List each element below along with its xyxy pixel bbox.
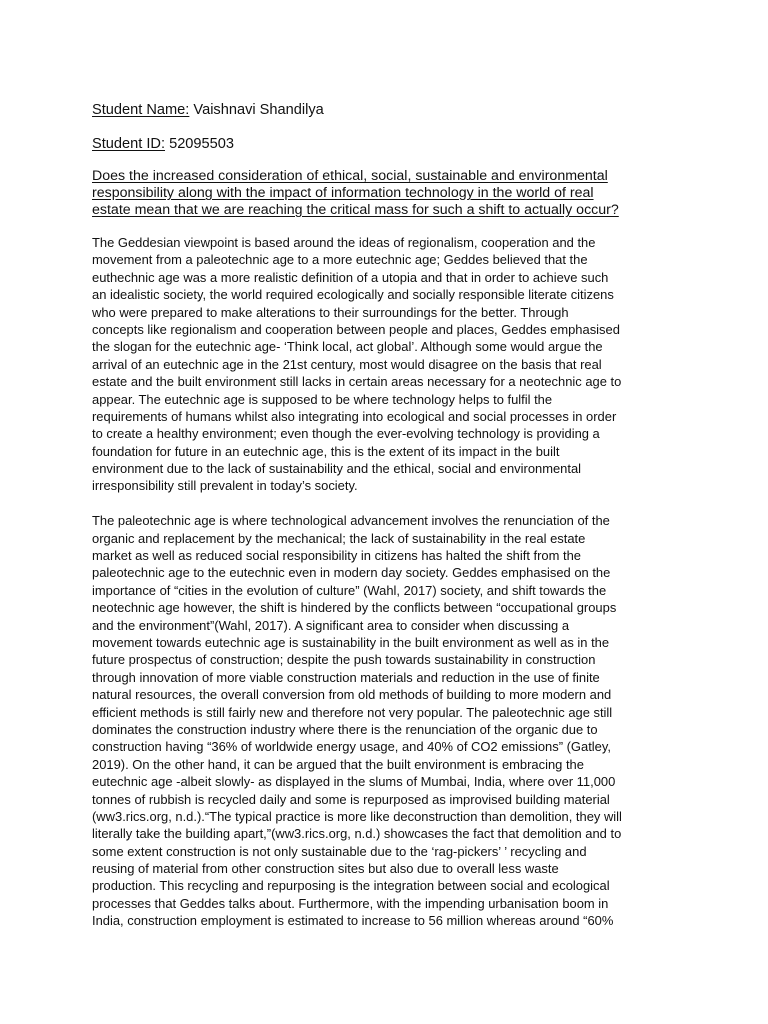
- paragraph-1: [92, 234, 684, 495]
- paragraph-line: and the environment”(Wahl, 2017). A significant area to consider when discussing a: [92, 617, 570, 633]
- paragraph-line: The paleotechnic age is where technological advancement involves the renunciation of the: [92, 513, 610, 529]
- paragraph-line: importance of “cities in the evolution of culture” (Wahl, 2017) society, and shift towards the: [92, 582, 607, 598]
- question-line: Does the increased consideration of ethical, social, sustainable and environmental: [92, 168, 608, 184]
- paragraph-line: euthechnic age was a more realistic definition of a utopia and that in order to achieve such: [92, 269, 609, 285]
- paragraph-line: dominates the construction industry where there is the renunciation of the organic due to: [92, 721, 598, 737]
- paragraph-line: concepts like regionalism and cooperation between people and places, Geddes emphasised: [92, 321, 620, 337]
- paragraph-2: [92, 512, 684, 929]
- paragraph-line: future prospectus of construction; despite the push towards sustainability in construction: [92, 652, 596, 668]
- paragraph-line: paleotechnic age to the eutechnic even in modern day society. Geddes emphasised on the: [92, 565, 611, 581]
- student-name-line: [92, 101, 684, 119]
- paragraph-line: irresponsibility still prevalent in today’s society.: [92, 478, 358, 494]
- paragraph-line: construction having “36% of worldwide energy usage, and 40% of CO2 emissions” (Gatley,: [92, 739, 611, 755]
- question-line: responsibility along with the impact of information technology in the world of real: [92, 185, 594, 201]
- document-body: [92, 101, 684, 930]
- student-name-label: Student Name:: [92, 102, 190, 118]
- student-id-label: Student ID:: [92, 136, 166, 152]
- paragraph-line: The Geddesian viewpoint is based around the ideas of regionalism, cooperation and the: [92, 235, 596, 250]
- paragraph-line: 2019). On the other hand, it can be argued that the built environment is embracing the: [92, 756, 584, 772]
- paragraph-line: environment due to the lack of sustainability and the ethical, social and environmental: [92, 461, 582, 477]
- paragraph-line: India, construction employment is estimated to increase to 56 million whereas around “60%: [92, 913, 614, 929]
- paragraph-line: reusing of material from other construction sites but also due to overall less waste: [92, 861, 559, 877]
- paragraph-line: movement towards eutechnic age is sustainability in the built environment as well as in the: [92, 634, 610, 650]
- question-line: estate mean that we are reaching the critical mass for such a shift to actually occur?: [92, 202, 619, 218]
- paragraph-line: estate and the built environment still lacks in certain areas necessary for a neotechnic age to: [92, 374, 622, 390]
- paragraph-line: production. This recycling and repurposing is the integration between social and ecological: [92, 878, 610, 894]
- paragraph-line: the slogan for the eutechnic age- ‘Think local, act global’. Although some would argue the: [92, 339, 603, 355]
- paragraph-line: processes that Geddes talks about. Furthermore, with the impending urbanisation boom in: [92, 895, 609, 911]
- paragraph-line: an idealistic society, the world required ecologically and socially responsible literate citizens: [92, 287, 614, 303]
- paragraph-line: efficient methods is still fairly new and therefore not very popular. The paleotechnic age still: [92, 704, 613, 720]
- paragraph-line: market as well as reduced social responsibility in citizens has halted the shift from the: [92, 548, 581, 564]
- paragraph-line: some extent construction is not only sustainable due to the ‘rag-pickers’ ’ recycling and: [92, 843, 587, 859]
- paragraph-line: arrival of an eutechnic age in the 21st century, most would disagree on the basis that real: [92, 356, 602, 372]
- paragraph-line: (ww3.rics.org, n.d.).“The typical practice is more like deconstruction than demolition, they will: [92, 808, 622, 824]
- essay-question: [92, 168, 684, 219]
- paragraph-line: neotechnic age however, the shift is hindered by the conflicts between “occupational groups: [92, 600, 617, 616]
- paragraph-line: organic and replacement by the mechanical; the lack of sustainability in the real estate: [92, 530, 586, 546]
- student-id-line: [92, 135, 684, 153]
- paragraph-line: requirements of humans whilst also integrating into ecological and social processes in order: [92, 408, 617, 424]
- student-name-value: Vaishnavi Shandilya: [193, 102, 324, 118]
- paragraph-line: through innovation of more viable construction materials and reduction in the use of finite: [92, 669, 600, 685]
- paragraph-line: movement from a paleotechnic age to a more eutechnic age; Geddes believed that the: [92, 252, 588, 268]
- paragraph-line: natural resources, the overall conversion from old methods of building to more modern and: [92, 687, 612, 703]
- paragraph-line: to create a healthy environment; even though the ever-evolving technology is providing a: [92, 426, 600, 442]
- paragraph-line: literally take the building apart,”(ww3.rics.org, n.d.) showcases the fact that demolition and to: [92, 826, 622, 842]
- paragraph-line: tonnes of rubbish is recycled daily and some is repurposed as improvised building material: [92, 791, 610, 807]
- paragraph-line: who were prepared to make alterations to their surroundings for the better. Through: [92, 304, 569, 320]
- paragraph-line: foundation for future in an eutechnic age, this is the extent of its impact in the built: [92, 443, 560, 459]
- paragraph-line: eutechnic age -albeit slowly- as displayed in the slums of Mumbai, India, where over 11,000: [92, 774, 616, 790]
- student-id-value: 52095503: [169, 136, 235, 152]
- paragraph-line: appear. The eutechnic age is supposed to be where technology helps to fulfil the: [92, 391, 553, 407]
